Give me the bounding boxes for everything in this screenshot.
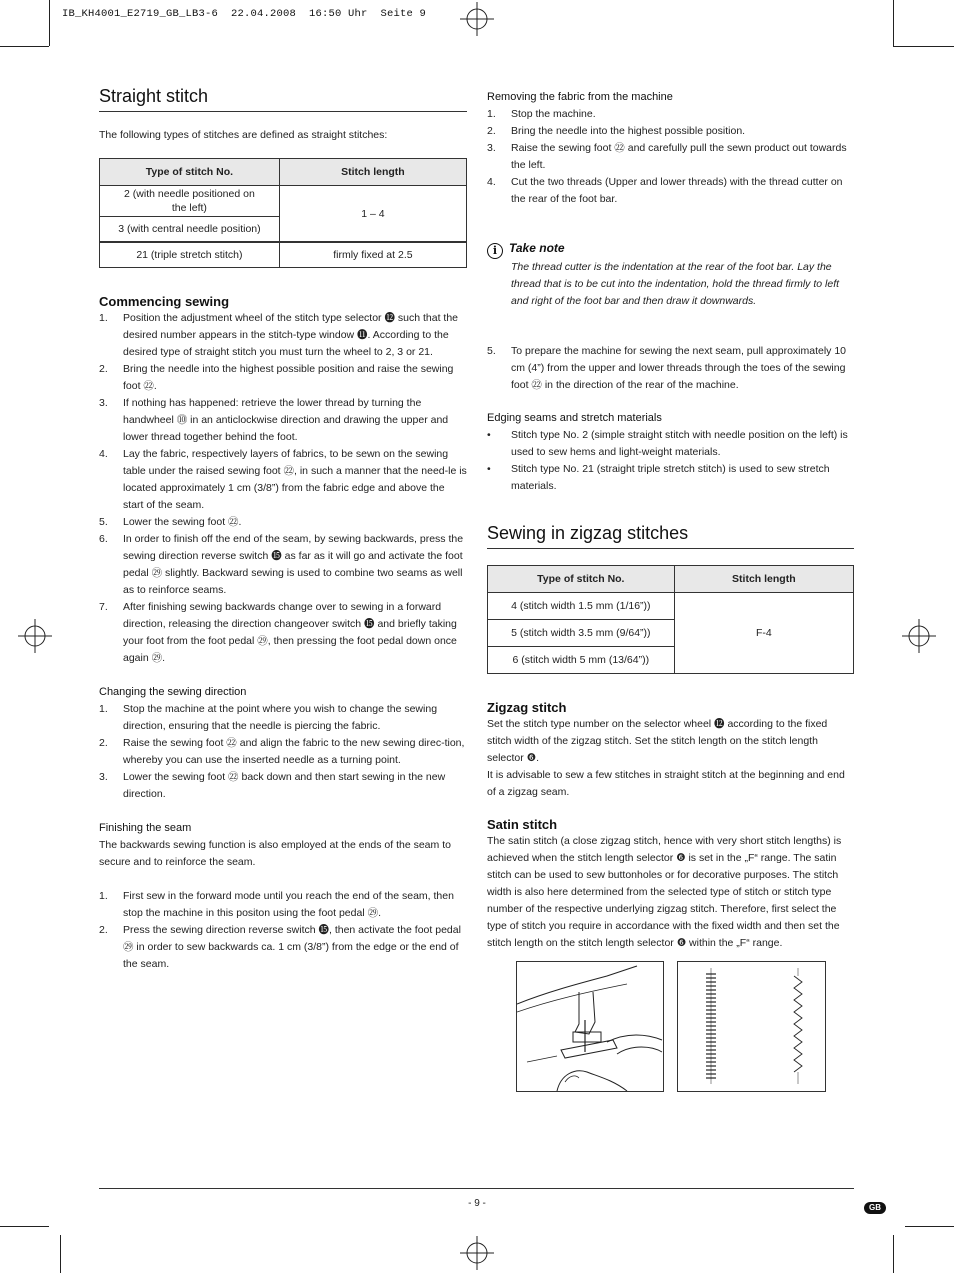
list-item: 5. Lower the sewing foot ㉒. [99, 516, 242, 528]
section-title-zigzag: Sewing in zigzag stitches [487, 521, 854, 549]
removing-list [487, 106, 854, 208]
sewing-foot-drawing [517, 962, 663, 1091]
subheading-commencing: Commencing sewing [99, 294, 230, 309]
table-cell: 5 (stitch width 3.5 mm (9/64”)) [488, 620, 675, 647]
crop-mark [893, 46, 954, 47]
left-column [99, 84, 467, 973]
list-item: 2. Bring the needle into the highest possible position. [487, 125, 746, 137]
table-header-type: Type of stitch No. [488, 566, 675, 593]
table-cell: firmly fixed at 2.5 [279, 242, 466, 268]
take-note-box [487, 240, 854, 310]
list-item: 1. Stop the machine at the point where you wish to change the sewing direction, ensuring that the needle is piercing the fabric. [99, 703, 438, 732]
right-column [487, 84, 854, 952]
list-item: 1. Position the adjustment wheel of the stitch type selector ⓬ such that the desired number appears in the stitch-type window ⓫. According to the desired type of straight stitch you must turn the wheel to 2, 3 or 21. [99, 312, 459, 358]
crop-mark [893, 0, 894, 46]
list-item: 2. Press the sewing direction reverse switch ⓯, then activate the foot pedal ㉙ in order to sew backwards ca. 1 cm (3/8”) from the edge or the end of the seam. [99, 924, 461, 970]
crop-mark [0, 46, 49, 47]
list-item: 6. In order to finish off the end of the seam, by sewing backwards, press the sewing direction reverse switch ⓯ as far as it will go and activate the foot pedal ㉙ slightly. Backward sewing is used to combine two seams as well as to reinforce seams. [99, 533, 464, 596]
list-item: 1. Stop the machine. [487, 108, 596, 120]
list-item: 2. Raise the sewing foot ㉒ and align the fabric to the new sewing direc-tion, whereby you can use the inserted needle as a turning point. [99, 737, 465, 766]
table-cell: 2 (with needle positioned on the left) [100, 186, 280, 217]
print-slug: IB_KH4001_E2719_GB_LB3-6 22.04.2008 16:50 Uhr Seite 9 [62, 8, 427, 20]
subheading-satin-stitch: Satin stitch [487, 817, 558, 832]
list-item: 3. Lower the sewing foot ㉒ back down and then start sewing in the new direction. [99, 771, 446, 800]
zigzag-stitch-table [487, 565, 854, 674]
satin-stitch-sample-illustration [677, 961, 826, 1092]
section-title-straight-stitch: Straight stitch [99, 84, 467, 112]
sewing-machine-illustration [516, 961, 664, 1092]
crop-mark [905, 1226, 954, 1227]
changing-list [99, 701, 467, 803]
subheading-changing-direction: Changing the sewing direction [99, 686, 247, 698]
registration-mark-bottom [460, 1236, 494, 1270]
straight-intro: The following types of stitches are defined as straight stitches: [99, 129, 388, 141]
table-cell: F-4 [674, 593, 853, 674]
language-badge: GB [864, 1202, 886, 1214]
table-row [100, 242, 467, 268]
list-item: 4. Cut the two threads (Upper and lower threads) with the thread cutter on the rear of the foot bar. [487, 176, 843, 205]
page-number: - 9 - [468, 1198, 486, 1209]
table-cell: 4 (stitch width 1.5 mm (1/16”)) [488, 593, 675, 620]
zigzag-text-2: It is advisable to sew a few stitches in straight stitch at the beginning and end of a zigzag seam. [487, 769, 845, 798]
table-cell: 6 (stitch width 5 mm (13/64”)) [488, 647, 675, 674]
subheading-finishing-seam: Finishing the seam [99, 822, 192, 834]
finishing-list [99, 888, 467, 973]
list-item: 7. After finishing sewing backwards change over to sewing in a forward direction, releasing the direction changeover switch ⓯ and briefly taking your foot from the foot pedal ㉙, then pressing the foot pedal down once again ㉙. [99, 601, 457, 664]
list-item: 2. Bring the needle into the highest possible position and raise the sewing foot ㉒. [99, 363, 454, 392]
crop-mark [60, 1235, 61, 1273]
take-note-text: The thread cutter is the indentation at the rear of the foot bar. Lay the thread that is to be cut into the indentation, hold the thread firmly to left and right of the foot bar and then draw it downwards. [511, 261, 840, 307]
straight-stitch-table [99, 158, 467, 268]
crop-mark [893, 1235, 894, 1273]
finishing-intro: The backwards sewing function is also employed at the ends of the seam to secure and to reinforce the seam. [99, 839, 451, 868]
table-row [488, 593, 854, 620]
crop-mark [0, 1226, 49, 1227]
subheading-zigzag-stitch: Zigzag stitch [487, 700, 567, 715]
info-icon: i [487, 243, 503, 259]
take-note-heading: i Take note [487, 240, 854, 259]
zigzag-text-1: Set the stitch type number on the selector wheel ⓬ according to the fixed stitch width of the zigzag stitch. Set the stitch length on the stitch length selector ❻. [487, 718, 828, 764]
edging-list [487, 427, 854, 495]
list-item: 4. Lay the fabric, respectively layers of fabrics, to be sewn on the sewing table under the raised sewing foot ㉒, in such a manner that the need-le is located approximately 1 cm (3/8”) from the fabric edge and above the start of the seam. [99, 448, 467, 511]
satin-text: The satin stitch (a close zigzag stitch, hence with very short stitch lengths) is achieved when the stitch length selector ❻ is set in the „F“ range. The satin stitch can be used to sew buttonholes or for decorative purposes. The stitch width is also here determined from the selected type of stitch or stitch type number of the respective underlying zigzag stitch. Therefore, first select the type of stitch you require in accordance with the fixed width and then set the stitch length on the stitch length selector ❻ within the „F“ range. [487, 835, 842, 949]
subheading-edging-seams: Edging seams and stretch materials [487, 412, 662, 424]
table-header-length: Stitch length [674, 566, 853, 593]
stitch-samples-drawing [678, 962, 825, 1091]
registration-mark-right [902, 619, 936, 653]
table-cell: 21 (triple stretch stitch) [100, 242, 280, 268]
list-item: • Stitch type No. 2 (simple straight stitch with needle position on the left) is used to sew hems and light-weight materials. [487, 429, 848, 458]
subheading-removing-fabric: Removing the fabric from the machine [487, 91, 673, 103]
list-item: 5. To prepare the machine for sewing the next seam, pull approximately 10 cm (4”) from the upper and lower threads through the toes of the sewing foot ㉒ in the direction of the rear of the machine. [487, 345, 847, 391]
table-row [100, 186, 467, 217]
table-header-length: Stitch length [279, 159, 466, 186]
list-item: 3. Raise the sewing foot ㉒ and carefully pull the sewn product out towards the left. [487, 142, 847, 171]
table-header-type: Type of stitch No. [100, 159, 280, 186]
crop-mark [49, 0, 50, 46]
list-item: 1. First sew in the forward mode until you reach the end of the seam, then stop the machine in this positon using the foot pedal ㉙. [99, 890, 454, 919]
registration-mark-left [18, 619, 52, 653]
removing-list-continued [487, 343, 854, 394]
table-cell: 3 (with central needle position) [100, 217, 280, 243]
list-item: • Stitch type No. 21 (straight triple stretch stitch) is used to sew stretch materials. [487, 463, 830, 492]
footer-rule [99, 1188, 854, 1189]
commencing-list [99, 310, 467, 667]
table-cell: 1 – 4 [279, 186, 466, 243]
registration-mark-top [460, 2, 494, 36]
list-item: 3. If nothing has happened: retrieve the lower thread by turning the handwheel ⓾ in an anticlockwise direction and drawing the upper and lower thread together behind the foot. [99, 397, 449, 443]
